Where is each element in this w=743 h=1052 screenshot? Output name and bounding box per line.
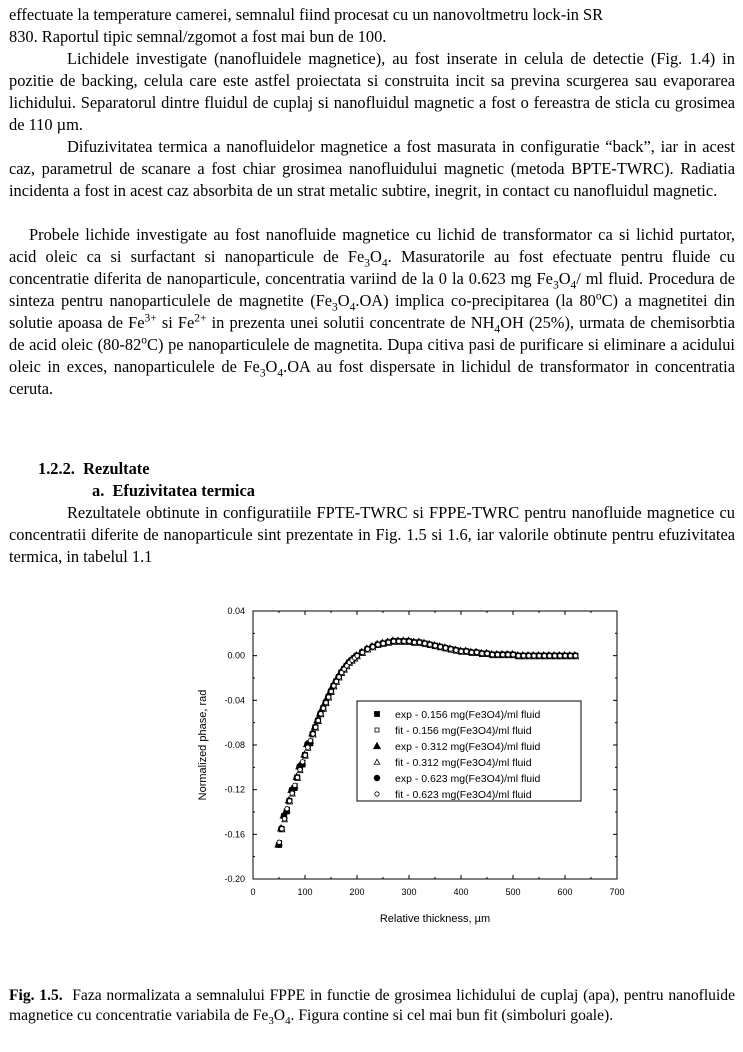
sub-o: 4 <box>277 367 284 380</box>
data-point <box>311 732 315 736</box>
sub-o: 4 <box>285 1015 291 1028</box>
x-tick-label: 100 <box>297 887 313 897</box>
samples-text-f: si Fe <box>156 313 195 332</box>
data-point <box>360 650 364 654</box>
data-point <box>300 760 304 764</box>
data-point <box>454 648 458 652</box>
samples-text-c: / ml fluid. Procedura de sinteza pentru nanoparticulele de magnetite (Fe <box>9 269 735 310</box>
samples-text-h: OH (25%), urmata de chemisorbtia de acid oleic (80-82 <box>9 313 735 354</box>
data-point <box>485 651 489 655</box>
data-point <box>537 654 541 658</box>
data-point <box>563 654 567 658</box>
data-point <box>316 718 320 722</box>
data-point <box>329 689 333 693</box>
data-point <box>443 646 447 650</box>
samples-text-d: .OA) implica co-precipitarea (la 80 <box>355 291 596 310</box>
data-point <box>558 654 562 658</box>
data-point <box>313 725 317 729</box>
data-point <box>332 684 336 688</box>
x-axis-label: Relative thickness, µm <box>379 913 491 925</box>
legend-marker <box>375 712 380 717</box>
y-tick-label: -0.12 <box>224 784 245 795</box>
data-point <box>303 753 307 757</box>
figure-chart <box>0 595 743 935</box>
caption-text-b: . Figura contine si cel mai bun fit (simboluri goale). <box>290 1007 614 1024</box>
paragraph-results: Rezultatele obtinute in configuratiile FPTE-TWRC si FPPE-TWRC pentru nanofluide magnetice cu concentratii diferite de nanoparticule sint prezentate in Fig. 1.5 si 1.6, iar valorile obtinute pentru efuzivitatea termica, in tabelul 1.1 <box>9 503 735 566</box>
data-point <box>386 640 390 644</box>
data-point <box>280 827 284 831</box>
sup-degree: o <box>595 290 602 303</box>
sub-fe: 3 <box>268 1015 274 1028</box>
data-point <box>480 651 484 655</box>
data-point <box>521 654 525 658</box>
legend-marker <box>375 792 379 796</box>
data-point <box>501 652 505 656</box>
data-point <box>407 639 411 643</box>
y-axis-label: Normalized phase, rad <box>197 689 209 801</box>
data-point <box>391 639 395 643</box>
legend-label: fit - 0.623 mg(Fe3O4)/ml fluid <box>395 789 532 801</box>
sub-fe: 3 <box>552 279 559 292</box>
figure-caption <box>9 986 735 1026</box>
data-point <box>397 639 401 643</box>
data-point <box>506 652 510 656</box>
data-point <box>287 799 291 803</box>
data-point <box>321 706 325 710</box>
x-tick-label: 400 <box>453 887 469 897</box>
y-tick-label: 0.04 <box>227 606 245 616</box>
sup-degree: o <box>141 334 148 347</box>
chem-o: O <box>273 1007 286 1024</box>
data-point <box>532 654 536 658</box>
data-point <box>298 767 302 771</box>
chem-o: O <box>337 291 350 310</box>
y-tick-label: -0.08 <box>224 740 245 750</box>
x-tick-label: 200 <box>349 887 365 897</box>
x-tick-label: 600 <box>557 887 573 897</box>
sup-fe2: 2+ <box>194 312 207 325</box>
data-point <box>295 775 299 779</box>
section-heading <box>38 458 150 480</box>
data-point <box>334 679 338 683</box>
data-point <box>516 654 520 658</box>
data-point <box>282 817 286 821</box>
data-point <box>290 791 294 795</box>
samples-text-e: C) a magnetitei din solutie apoasa de Fe <box>9 291 735 332</box>
section-number: 1.2.2. <box>38 459 75 478</box>
x-tick-label: 0 <box>250 887 256 897</box>
data-point <box>469 650 473 654</box>
data-point <box>371 645 375 649</box>
y-tick-label: -0.04 <box>224 695 245 706</box>
data-point <box>542 654 546 658</box>
data-point <box>285 807 289 811</box>
data-point <box>449 647 453 651</box>
paragraph-samples <box>9 224 735 400</box>
legend-label: exp - 0.623 mg(Fe3O4)/ml fluid <box>395 773 541 785</box>
legend-label: fit - 0.156 mg(Fe3O4)/ml fluid <box>395 725 532 737</box>
legend <box>357 701 581 801</box>
data-point <box>306 745 310 749</box>
paragraph-intro-line1: effectuate la temperature camerei, semnalul fiind procesat cu un nanovoltmetru lock-in SR <box>9 5 604 24</box>
caption-label: Fig. 1.5. <box>9 987 63 1004</box>
legend-marker <box>375 728 379 732</box>
legend-label: exp - 0.312 mg(Fe3O4)/ml fluid <box>395 741 541 753</box>
legend-marker <box>374 775 380 781</box>
caption-text-a: Faza normalizata a semnalului FPPE in functie de grosimea lichidului de cuplaj (apa), pentru nanofluide magnetice cu concentratie variabila de Fe <box>9 987 736 1024</box>
data-point <box>376 642 380 646</box>
data-point <box>417 640 421 644</box>
samples-text-b: . Masuratorile au fost efectuate pentru fluide cu concentratie diferita de nanoparticule, concentratia variind de la 0 la 0.623 mg Fe <box>9 247 736 288</box>
data-point <box>402 639 406 643</box>
data-point <box>293 783 297 787</box>
data-point <box>511 652 515 656</box>
x-tick-label: 500 <box>505 887 521 897</box>
data-point <box>428 642 432 646</box>
paragraph-intro-line2: 830. Raportul tipic semnal/zgomot a fost mai bun de 100. <box>9 27 387 46</box>
data-point <box>326 695 330 699</box>
samples-text-i: C) pe nanoparticulele de magnetita. Dupa citiva pasi de purificare si eliminare a acidului oleic in exces, nanoparticulele de Fe <box>9 335 735 376</box>
sub-fe: 3 <box>364 257 371 270</box>
sub-fe: 3 <box>259 367 266 380</box>
data-point <box>337 675 341 679</box>
data-point <box>475 650 479 654</box>
sub-fe: 3 <box>332 301 338 314</box>
data-point <box>568 654 572 658</box>
data-point <box>495 652 499 656</box>
sub-nh: 4 <box>494 323 501 336</box>
data-point <box>381 641 385 645</box>
x-tick-label: 300 <box>401 887 417 897</box>
samples-text-a: Probele lichide investigate au fost nanofluide magnetice cu lichid de transformator ca si lichid purtator, acid oleic ca si surfactant si nanoparticule de Fe <box>9 225 735 266</box>
data-point <box>277 840 281 844</box>
subsection-heading <box>92 480 255 502</box>
samples-text-j: .OA au fost dispersate in lichidul de transformator in concentratia ceruta. <box>9 357 735 398</box>
data-point <box>433 644 437 648</box>
data-point <box>464 649 468 653</box>
y-tick-label: 0.00 <box>227 650 245 661</box>
sub-o: 4 <box>570 279 577 292</box>
x-tick-label: 700 <box>609 887 625 897</box>
legend-label: exp - 0.156 mg(Fe3O4)/ml fluid <box>395 709 541 721</box>
subsection-title: Efuzivitatea termica <box>112 481 255 500</box>
data-point <box>365 647 369 651</box>
data-point <box>308 738 312 742</box>
data-point <box>459 649 463 653</box>
data-point <box>324 700 328 704</box>
data-point <box>355 654 359 658</box>
legend-label: fit - 0.312 mg(Fe3O4)/ml fluid <box>395 757 532 769</box>
chem-o: O <box>265 357 278 376</box>
data-point <box>553 654 557 658</box>
subsection-letter: a. <box>92 481 105 500</box>
data-point <box>547 654 551 658</box>
section-title: Rezultate <box>83 459 150 478</box>
y-tick-label: -0.16 <box>224 829 245 840</box>
paragraph-diffusivity: Difuzivitatea termica a nanofluidelor magnetice a fost masurata in configuratie “back”, iar in acest caz, parametrul de scanare a fost chiar grosimea nanofluidului magnetic (metoda BPTE-TWRC). Radiatia incidenta a fost in acest caz absorbita de un strat metalic subtire, inegrit, in contact cu nanofluidul magnetic. <box>9 137 735 200</box>
data-point <box>412 640 416 644</box>
data-point <box>490 652 494 656</box>
data-point <box>319 712 323 716</box>
sup-fe3: 3+ <box>144 312 157 325</box>
data-point <box>573 654 577 658</box>
chem-o: O <box>370 247 382 266</box>
paragraph-liquids: Lichidele investigate (nanofluidele magnetice), au fost inserate in celula de detectie (Fig. 1.4) in pozitie de backing, celula care este astfel proiectata si construita incit sa previna scurgerea sau evaporarea lichidului. Separatorul dintre fluidul de cuplaj si nanofluidul magnetic a fost o fereastra de sticla cu grosimea de 110 µm. <box>9 49 735 134</box>
data-point <box>527 654 531 658</box>
data-point <box>423 641 427 645</box>
samples-text-g: in prezenta unei solutii concentrate de NH <box>206 313 495 332</box>
sub-o: 4 <box>381 257 388 270</box>
sub-o: 4 <box>349 301 356 314</box>
data-point <box>438 645 442 649</box>
phase-chart <box>0 595 743 935</box>
chem-o: O <box>558 269 571 288</box>
y-tick-label: -0.20 <box>224 874 245 884</box>
